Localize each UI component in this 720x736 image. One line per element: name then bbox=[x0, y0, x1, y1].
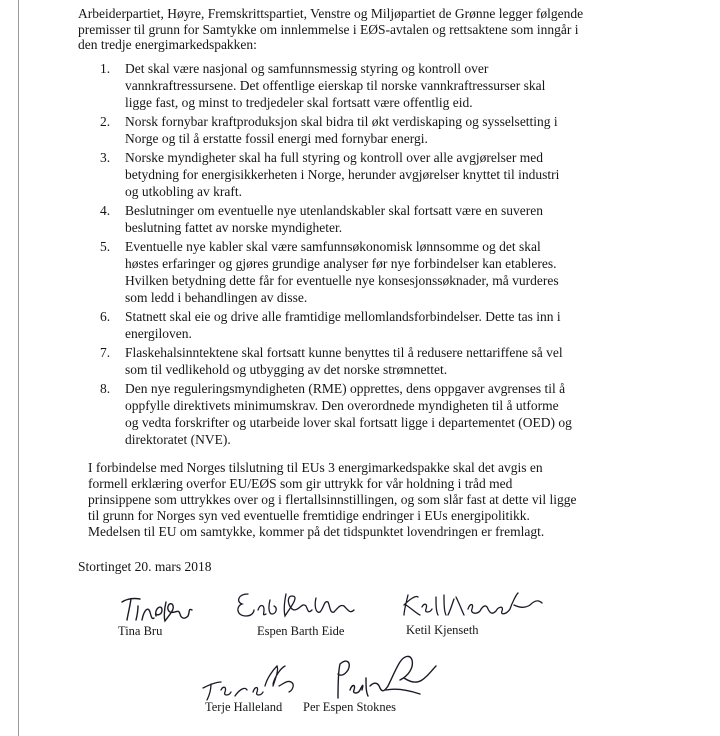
place-and-date: Stortinget 20. mars 2018 bbox=[78, 559, 212, 574]
signature-block-terje bbox=[195, 656, 305, 714]
premise-item-8 bbox=[100, 380, 570, 448]
item-line: Det skal være nasjonal og samfunnsmessig styring og kontroll over bbox=[125, 61, 489, 76]
item-line: og vedta forskrifter og utarbeide lover skal fortsatt ligge i departementet (OED) og bbox=[125, 415, 572, 430]
item-number: 3. bbox=[100, 150, 111, 165]
item-number: 6. bbox=[100, 309, 111, 324]
item-line: direktoratet (NVE). bbox=[125, 432, 231, 447]
item-line: oppfylle direktivets minimumskrav. Den overordnede myndigheten til å utforme bbox=[125, 398, 559, 413]
closing-line: prinsippene som uttrykkes over og i flertallsinnstillingen, og som slår fast at dette vil ligge bbox=[88, 492, 577, 507]
signature-block-tina bbox=[118, 590, 198, 639]
item-line: Norge og til å erstatte fossil energi med fornybar energi. bbox=[125, 131, 428, 146]
intro-line: den tredje energimarkedspakken: bbox=[78, 37, 257, 52]
signatory-name: Per Espen Stoknes bbox=[303, 700, 397, 714]
page-edge-line bbox=[18, 0, 19, 736]
premise-item-5 bbox=[100, 238, 570, 306]
closing-line: I forbindelse med Norges tilslutning til EUs 3 energimarkedspakke skal det avgis en bbox=[88, 460, 543, 475]
signatory-name: Terje Halleland bbox=[205, 700, 283, 714]
signature-block-per bbox=[300, 650, 450, 714]
signatory-name: Espen Barth Eide bbox=[257, 624, 345, 638]
closing-line: Medelsen til EU om samtykke, kommer på det tidspunktet lovendringen er fremlagt. bbox=[88, 524, 545, 539]
item-number: 1. bbox=[100, 61, 111, 76]
premise-item-7 bbox=[100, 344, 570, 378]
handwritten-signature-icon bbox=[300, 650, 450, 706]
item-line: vannkraftressursene. Det offentlige eierskap til norske vannkraftressurser skal bbox=[125, 78, 546, 93]
handwritten-signature-icon bbox=[118, 590, 198, 624]
signature-block-ketil bbox=[398, 585, 548, 638]
item-number: 4. bbox=[100, 203, 111, 218]
premise-item-1 bbox=[100, 60, 570, 111]
signature-block-espen bbox=[232, 588, 362, 639]
item-line: Norske myndigheter skal ha full styring og kontroll over alle avgjørelser med bbox=[125, 150, 544, 165]
premise-item-4 bbox=[100, 202, 570, 236]
signatory-name: Tina Bru bbox=[118, 624, 163, 638]
item-line: Flaskehalsinntektene skal fortsatt kunne benyttes til å redusere nettariffene så vel bbox=[125, 345, 563, 360]
item-line: høstes erfaringer og gjøres grundige analyser før nye forbindelser kan etableres. bbox=[125, 256, 557, 271]
handwritten-signature-icon bbox=[398, 585, 548, 623]
item-line: Beslutninger om eventuelle nye utenlandskabler skal fortsatt være en suveren bbox=[125, 203, 543, 218]
item-line: Eventuelle nye kabler skal være samfunnsøkonomisk lønnsomme og det skal bbox=[125, 239, 541, 254]
closing-paragraph bbox=[88, 460, 578, 540]
item-line: Den nye reguleringsmyndigheten (RME) opprettes, dens oppgaver avgrenses til å bbox=[125, 381, 566, 396]
item-line: Hvilken betydning dette får for eventuelle nye konsesjonssøknader, må vurderes bbox=[125, 273, 559, 288]
closing-line: formell erklæring overfor EU/EØS som gir uttrykk for vår holdning i tråd med bbox=[88, 476, 513, 491]
premise-item-6 bbox=[100, 308, 570, 342]
item-number: 2. bbox=[100, 114, 111, 129]
premise-item-2 bbox=[100, 113, 570, 147]
signatory-name: Ketil Kjenseth bbox=[406, 623, 479, 637]
intro-line: Arbeiderpartiet, Høyre, Fremskrittspartiet, Venstre og Miljøpartiet de Grønne legger følgende bbox=[78, 6, 584, 21]
handwritten-signature-icon bbox=[232, 588, 362, 624]
item-line: som til vedlikehold og utbygging av det norske strømnettet. bbox=[125, 362, 448, 377]
item-line: ligge fast, og minst to tredjedeler skal fortsatt være offentlig eid. bbox=[125, 95, 473, 110]
intro-line: premisser til grunn for Samtykke om innlemmelse i EØS-avtalen og rettsaktene som inngår i bbox=[78, 21, 579, 37]
item-line: og utkobling av kraft. bbox=[125, 184, 242, 199]
item-number: 7. bbox=[100, 345, 111, 360]
item-line: energiloven. bbox=[125, 326, 192, 341]
premise-item-3 bbox=[100, 149, 570, 200]
handwritten-signature-icon bbox=[195, 656, 305, 704]
item-line: Norsk fornybar kraftproduksjon skal bidra til økt verdiskaping og sysselsetting i bbox=[125, 114, 558, 129]
item-line: Statnett skal eie og drive alle framtidige mellomlandsforbindelser. Dette tas inn i bbox=[125, 309, 561, 324]
closing-line: til grunn for Norges syn ved eventuelle fremtidige endringer i EUs energipolitikk. bbox=[88, 508, 530, 523]
premise-list bbox=[100, 60, 570, 450]
intro-paragraph bbox=[78, 6, 584, 53]
item-number: 8. bbox=[100, 381, 111, 396]
item-line: som ledd i behandlingen av disse. bbox=[125, 290, 308, 305]
item-number: 5. bbox=[100, 239, 111, 254]
item-line: betydning for energisikkerheten i Norge, herunder avgjørelser knyttet til industri bbox=[125, 167, 560, 182]
item-line: beslutning fattet av norske myndigheter. bbox=[125, 220, 343, 235]
